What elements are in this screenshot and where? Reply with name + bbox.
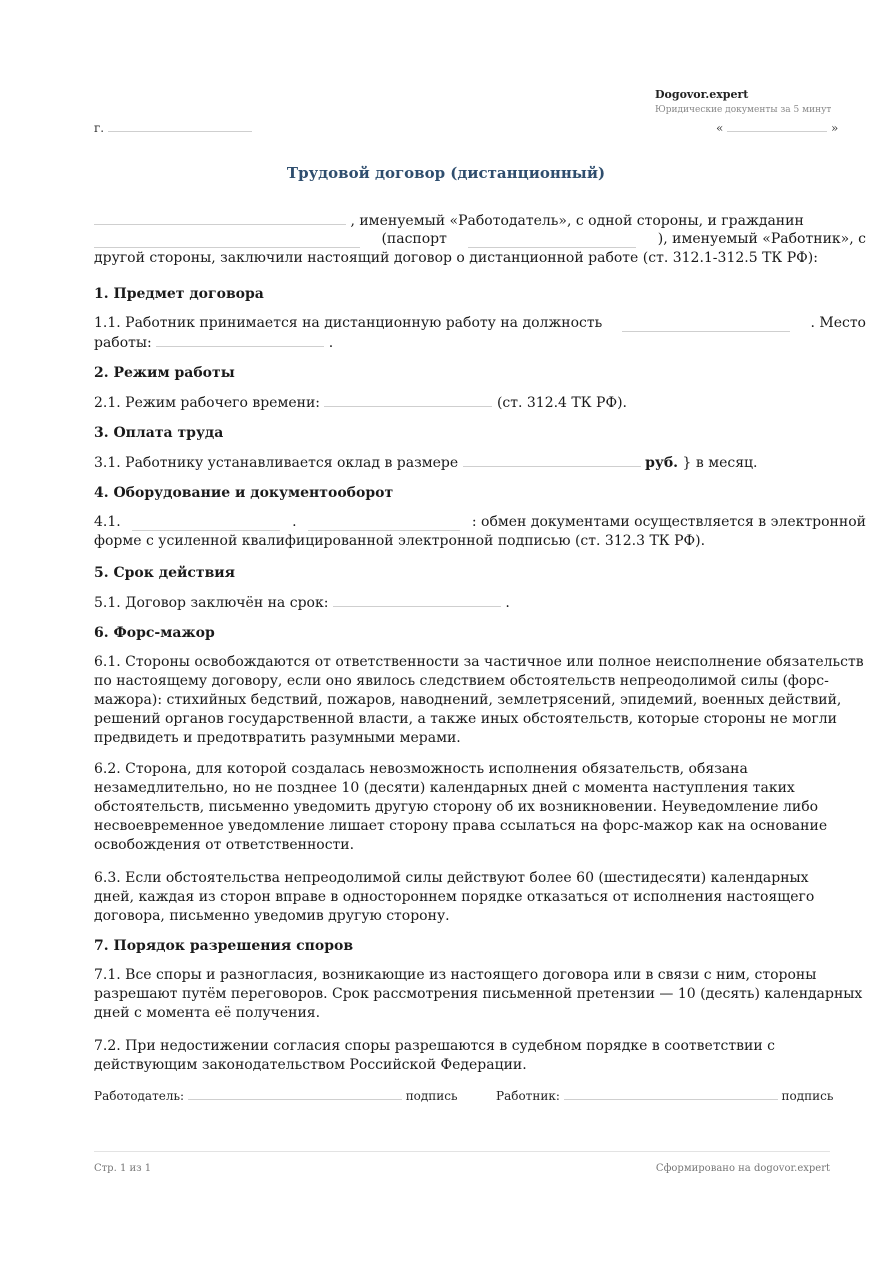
passport-open: (паспорт	[381, 231, 447, 247]
section-1-heading: 1. Предмет договора	[94, 286, 264, 302]
section-6-paragraph-1: 6.1. Стороны освобождаются от ответственности за частичное или полное неисполнение обязательств по настоящему договору, если оно явилось следствием обстоятельств непреодолимой силы (форс-мажора): стихийных бедствий, пожаров, наводнений, землетрясений, эпидемий, военных действий, решений органов государственной власти, а также иных обстоятельств, которые стороны не могли предвидеть и предотвратить разумными мерами.	[94, 654, 864, 746]
term-blank	[333, 593, 501, 607]
passport-blank	[468, 234, 636, 248]
intro-line-3: другой стороны, заключили настоящий договор о дистанционной работе (ст. 312.1-312.5 ТК РФ):	[94, 250, 818, 266]
employee-signature-blank	[564, 1088, 778, 1100]
brand-block	[655, 88, 831, 115]
section-3-heading: 3. Оплата труда	[94, 425, 224, 441]
section-1-text-a: 1.1. Работник принимается на дистанционную работу на должность	[94, 315, 603, 331]
intro-line-2	[94, 230, 866, 249]
document-title: Трудовой договор (дистанционный)	[286, 164, 606, 182]
date-field	[716, 120, 838, 135]
generated-note: Сформировано на dogovor.expert	[655, 1163, 830, 1174]
section-1-line-2	[94, 333, 866, 353]
employer-signature-label: Работодатель:	[94, 1089, 185, 1103]
section-1-line-1	[94, 314, 866, 333]
employee-name-blank	[94, 234, 360, 248]
section-7-paragraph-2: 7.2. При недостижении согласия споры разрешаются в судебном порядке в соответствии с действующим законодательством Российской Федерации.	[94, 1038, 775, 1073]
brand-tagline: Юридические документы за 5 минут	[655, 105, 832, 115]
section-6-heading: 6. Форс-мажор	[94, 625, 215, 641]
equipment-blank-2	[308, 517, 460, 531]
employee-signature-label: Работник:	[496, 1089, 560, 1103]
section-1-text-d: .	[328, 335, 334, 351]
section-3-text-b: } в месяц.	[682, 455, 758, 471]
date-blank	[727, 120, 827, 132]
equipment-blank-1	[132, 517, 280, 531]
section-6-paragraph-3: 6.3. Если обстоятельства непреодолимой силы действуют более 60 (шестидесяти) календарных дней, каждая из сторон вправе в одностороннем порядке отказаться от исполнения настоящего договора, письменно уведомив другую сторону.	[94, 870, 815, 924]
page-number: Стр. 1 из 1	[94, 1163, 152, 1174]
section-4-heading: 4. Оборудование и документооборот	[94, 485, 394, 501]
section-4-text-a: 4.1.	[94, 514, 121, 530]
section-2-heading: 2. Режим работы	[94, 365, 235, 381]
section-2-line-1	[94, 393, 866, 413]
intro-part-1: , именуемый «Работодатель», с одной стороны, и гражданин	[350, 213, 804, 229]
section-5-text-b: .	[505, 595, 510, 611]
city-blank	[108, 120, 252, 132]
city-prefix: г.	[94, 121, 105, 135]
employer-name-blank	[94, 211, 346, 225]
city-field	[94, 120, 252, 135]
section-2-text-b: (ст. 312.4 ТК РФ).	[496, 395, 627, 411]
employer-signature-caption: подпись	[405, 1089, 458, 1103]
position-blank	[622, 318, 790, 332]
salary-blank	[463, 453, 641, 467]
section-4-text-b: .	[292, 514, 297, 530]
passport-close: ), именуемый «Работник», с	[657, 231, 866, 247]
section-6-paragraph-2: 6.2. Сторона, для которой создалась невозможность исполнения обязательств, обязана незамедлительно, но не позднее 10 (десяти) календарных дней с момента наступления таких обстоятельств, письменно уведомить другую сторону об их возникновении. Неуведомление либо несвоевременное уведомление лишает сторону права ссылаться на форс-мажор как на основание освобождения от ответственности.	[94, 761, 828, 853]
section-4-line-2: форме с усиленной квалифицированной электронной подписью (ст. 312.3 ТК РФ).	[94, 533, 706, 549]
section-5-heading: 5. Срок действия	[94, 565, 236, 581]
section-7-paragraph-1: 7.1. Все споры и разногласия, возникающие из настоящего договора или в связи с ним, стороны разрешают путём переговоров. Срок рассмотрения письменной претензии — 10 (десять) календарных дней с момента её получения.	[94, 967, 863, 1021]
workplace-blank	[156, 333, 324, 347]
section-5-line-1	[94, 593, 866, 613]
employee-signature	[496, 1088, 833, 1103]
intro-line-1	[94, 211, 866, 231]
date-open-quote: «	[716, 121, 724, 135]
section-2-text-a: 2.1. Режим рабочего времени:	[94, 395, 321, 411]
employer-signature-blank	[188, 1088, 402, 1100]
section-3-text-a: 3.1. Работнику устанавливается оклад в размере	[94, 455, 459, 471]
section-4-text-c: : обмен документами осуществляется в электронной	[471, 514, 866, 530]
section-4-line-1	[94, 513, 866, 532]
section-1-text-b: . Место	[810, 315, 866, 331]
employer-signature	[94, 1088, 458, 1103]
date-close-quote: »	[831, 121, 839, 135]
section-1-text-c: работы:	[94, 335, 152, 351]
salary-currency: руб.	[645, 455, 679, 471]
section-7-heading: 7. Порядок разрешения споров	[94, 938, 354, 954]
footer-divider	[94, 1151, 830, 1152]
section-5-text-a: 5.1. Договор заключён на срок:	[94, 595, 329, 611]
section-3-line-1	[94, 453, 866, 473]
brand-name: Dogovor.expert	[655, 88, 749, 101]
employee-signature-caption: подпись	[781, 1089, 834, 1103]
work-schedule-blank	[324, 393, 492, 407]
